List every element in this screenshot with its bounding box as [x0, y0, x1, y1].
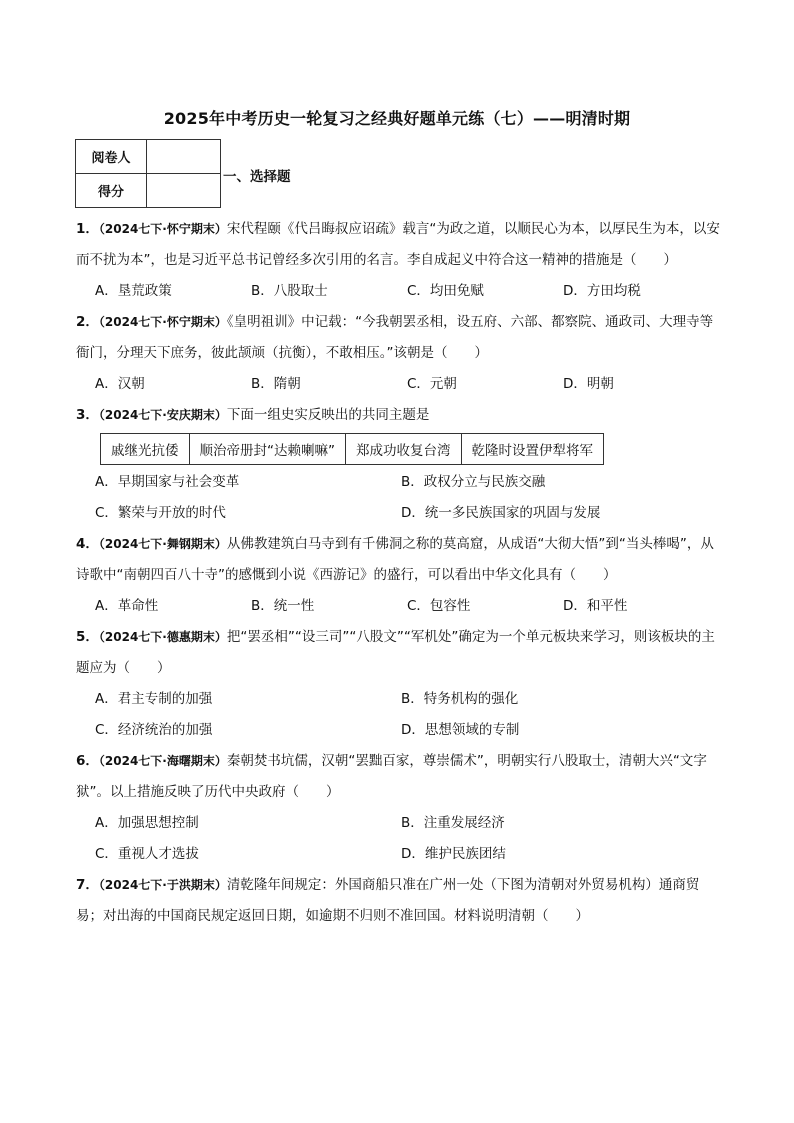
- option-a[interactable]: A．加强思想控制: [95, 815, 199, 831]
- page-title: 2025年中考历史一轮复习之经典好题单元练（七）——明清时期: [163, 109, 631, 128]
- option-a[interactable]: A．革命性: [95, 598, 159, 614]
- question-number: 3．: [76, 407, 99, 423]
- options: [76, 808, 720, 870]
- question-3: [76, 400, 720, 529]
- question-number: 7．: [76, 877, 99, 893]
- option-b[interactable]: B．统一性: [251, 598, 315, 614]
- question-4: [76, 529, 720, 622]
- reviewer-field[interactable]: [147, 140, 221, 174]
- option-a[interactable]: A．汉朝: [95, 376, 145, 392]
- question-stem: [76, 400, 720, 431]
- question-text: 《皇明祖训》中记载：“今我朝罢丞相，设五府、六部、都察院、通政司、大理寺等衙门，分理天下庶务，彼此颉颃（抗衡），不敢相压。”该朝是（ ）: [76, 314, 714, 361]
- option-c[interactable]: C．繁荣与开放的时代: [95, 505, 226, 521]
- question-text: 下面一组史实反映出的共同主题是: [226, 407, 430, 423]
- score-label: 得分: [76, 174, 147, 208]
- options: [76, 369, 720, 400]
- option-b[interactable]: B．特务机构的强化: [401, 691, 519, 707]
- question-text: 宋代程颐《代吕晦叔应诏疏》载言“为政之道，以顺民心为本，以厚民生为本，以安而不扰为本”，也是习近平总书记曾经多次引用的名言。李自成起义中符合这一精神的措施是（ ）: [76, 221, 720, 268]
- event-chain-table: [100, 433, 604, 465]
- question-stem: [76, 307, 720, 369]
- question-source: （2024七下·怀宁期末）: [98, 222, 227, 236]
- question-stem: [76, 622, 720, 684]
- event-cell: 顺治帝册封“达赖喇嘛”: [189, 434, 346, 465]
- option-c[interactable]: C．经济统治的加强: [95, 722, 213, 738]
- question-1: [76, 214, 720, 307]
- option-d[interactable]: D．统一多民族国家的巩固与发展: [401, 505, 601, 521]
- question-stem: [76, 870, 720, 932]
- question-number: 5．: [76, 629, 99, 645]
- question-2: [76, 307, 720, 400]
- option-a[interactable]: A．君主专制的加强: [95, 691, 213, 707]
- option-d[interactable]: D．思想领域的专制: [401, 722, 520, 738]
- question-source: （2024七下·于洪期末）: [98, 878, 227, 892]
- question-7: [76, 870, 720, 932]
- question-text: 从佛教建筑白马寺到有千佛洞之称的莫高窟，从成语“大彻大悟”到“当头棒喝”，从诗歌中“南朝四百八十寺”的感慨到小说《西游记》的盛行，可以看出中华文化具有（ ）: [76, 536, 714, 583]
- reviewer-label: 阅卷人: [76, 140, 147, 174]
- options: [76, 276, 720, 307]
- event-cell: 郑成功收复台湾: [346, 434, 462, 465]
- question-source: （2024七下·安庆期末）: [98, 408, 227, 422]
- options: [76, 467, 720, 529]
- option-d[interactable]: D．明朝: [563, 376, 614, 392]
- question-number: 2．: [76, 314, 99, 330]
- question-number: 6．: [76, 753, 99, 769]
- question-number: 4．: [76, 536, 99, 552]
- question-text: 秦朝焚书坑儒，汉朝“罢黜百家，尊崇儒术”，明朝实行八股取士，清朝大兴“文字狱”。以上措施反映了历代中央政府（ ）: [76, 753, 707, 800]
- option-b[interactable]: B．政权分立与民族交融: [401, 474, 546, 490]
- question-stem: [76, 529, 720, 591]
- option-d[interactable]: D．方田均税: [563, 283, 641, 299]
- question-stem: [76, 746, 720, 808]
- option-d[interactable]: D．和平性: [563, 598, 628, 614]
- question-source: （2024七下·海曙期末）: [98, 754, 227, 768]
- event-cell: 戚继光抗倭: [101, 434, 190, 465]
- option-a[interactable]: A．垦荒政策: [95, 283, 172, 299]
- question-list: [76, 214, 720, 932]
- option-b[interactable]: B．隋朝: [251, 376, 301, 392]
- option-c[interactable]: C．元朝: [407, 376, 457, 392]
- option-c[interactable]: C．均田免赋: [407, 283, 484, 299]
- section-title: 一、选择题: [223, 169, 291, 185]
- question-stem: [76, 214, 720, 276]
- score-field[interactable]: [147, 174, 221, 208]
- options: [76, 591, 720, 622]
- option-c[interactable]: C．重视人才选拔: [95, 846, 199, 862]
- question-6: [76, 746, 720, 870]
- option-a[interactable]: A．早期国家与社会变革: [95, 474, 240, 490]
- option-b[interactable]: B．注重发展经济: [401, 815, 505, 831]
- question-source: （2024七下·德惠期末）: [98, 630, 227, 644]
- question-number: 1．: [76, 221, 99, 237]
- option-b[interactable]: B．八股取士: [251, 283, 328, 299]
- question-text: 清乾隆年间规定：外国商船只准在广州一处（下图为清朝对外贸易机构）通商贸易；对出海的中国商民规定返回日期，如逾期不归则不准回国。材料说明清朝（ ）: [76, 877, 700, 924]
- question-5: [76, 622, 720, 746]
- option-c[interactable]: C．包容性: [407, 598, 471, 614]
- question-text: 把“罢丞相”“设三司”“八股文”“军机处”确定为一个单元板块来学习，则该板块的主题应为（ ）: [76, 629, 715, 676]
- score-table: [75, 139, 221, 208]
- event-cell: 乾隆时设置伊犁将军: [461, 434, 604, 465]
- option-d[interactable]: D．维护民族团结: [401, 846, 506, 862]
- options: [76, 684, 720, 746]
- question-source: （2024七下·舞钢期末）: [98, 537, 227, 551]
- question-source: （2024七下·怀宁期末）: [98, 315, 227, 329]
